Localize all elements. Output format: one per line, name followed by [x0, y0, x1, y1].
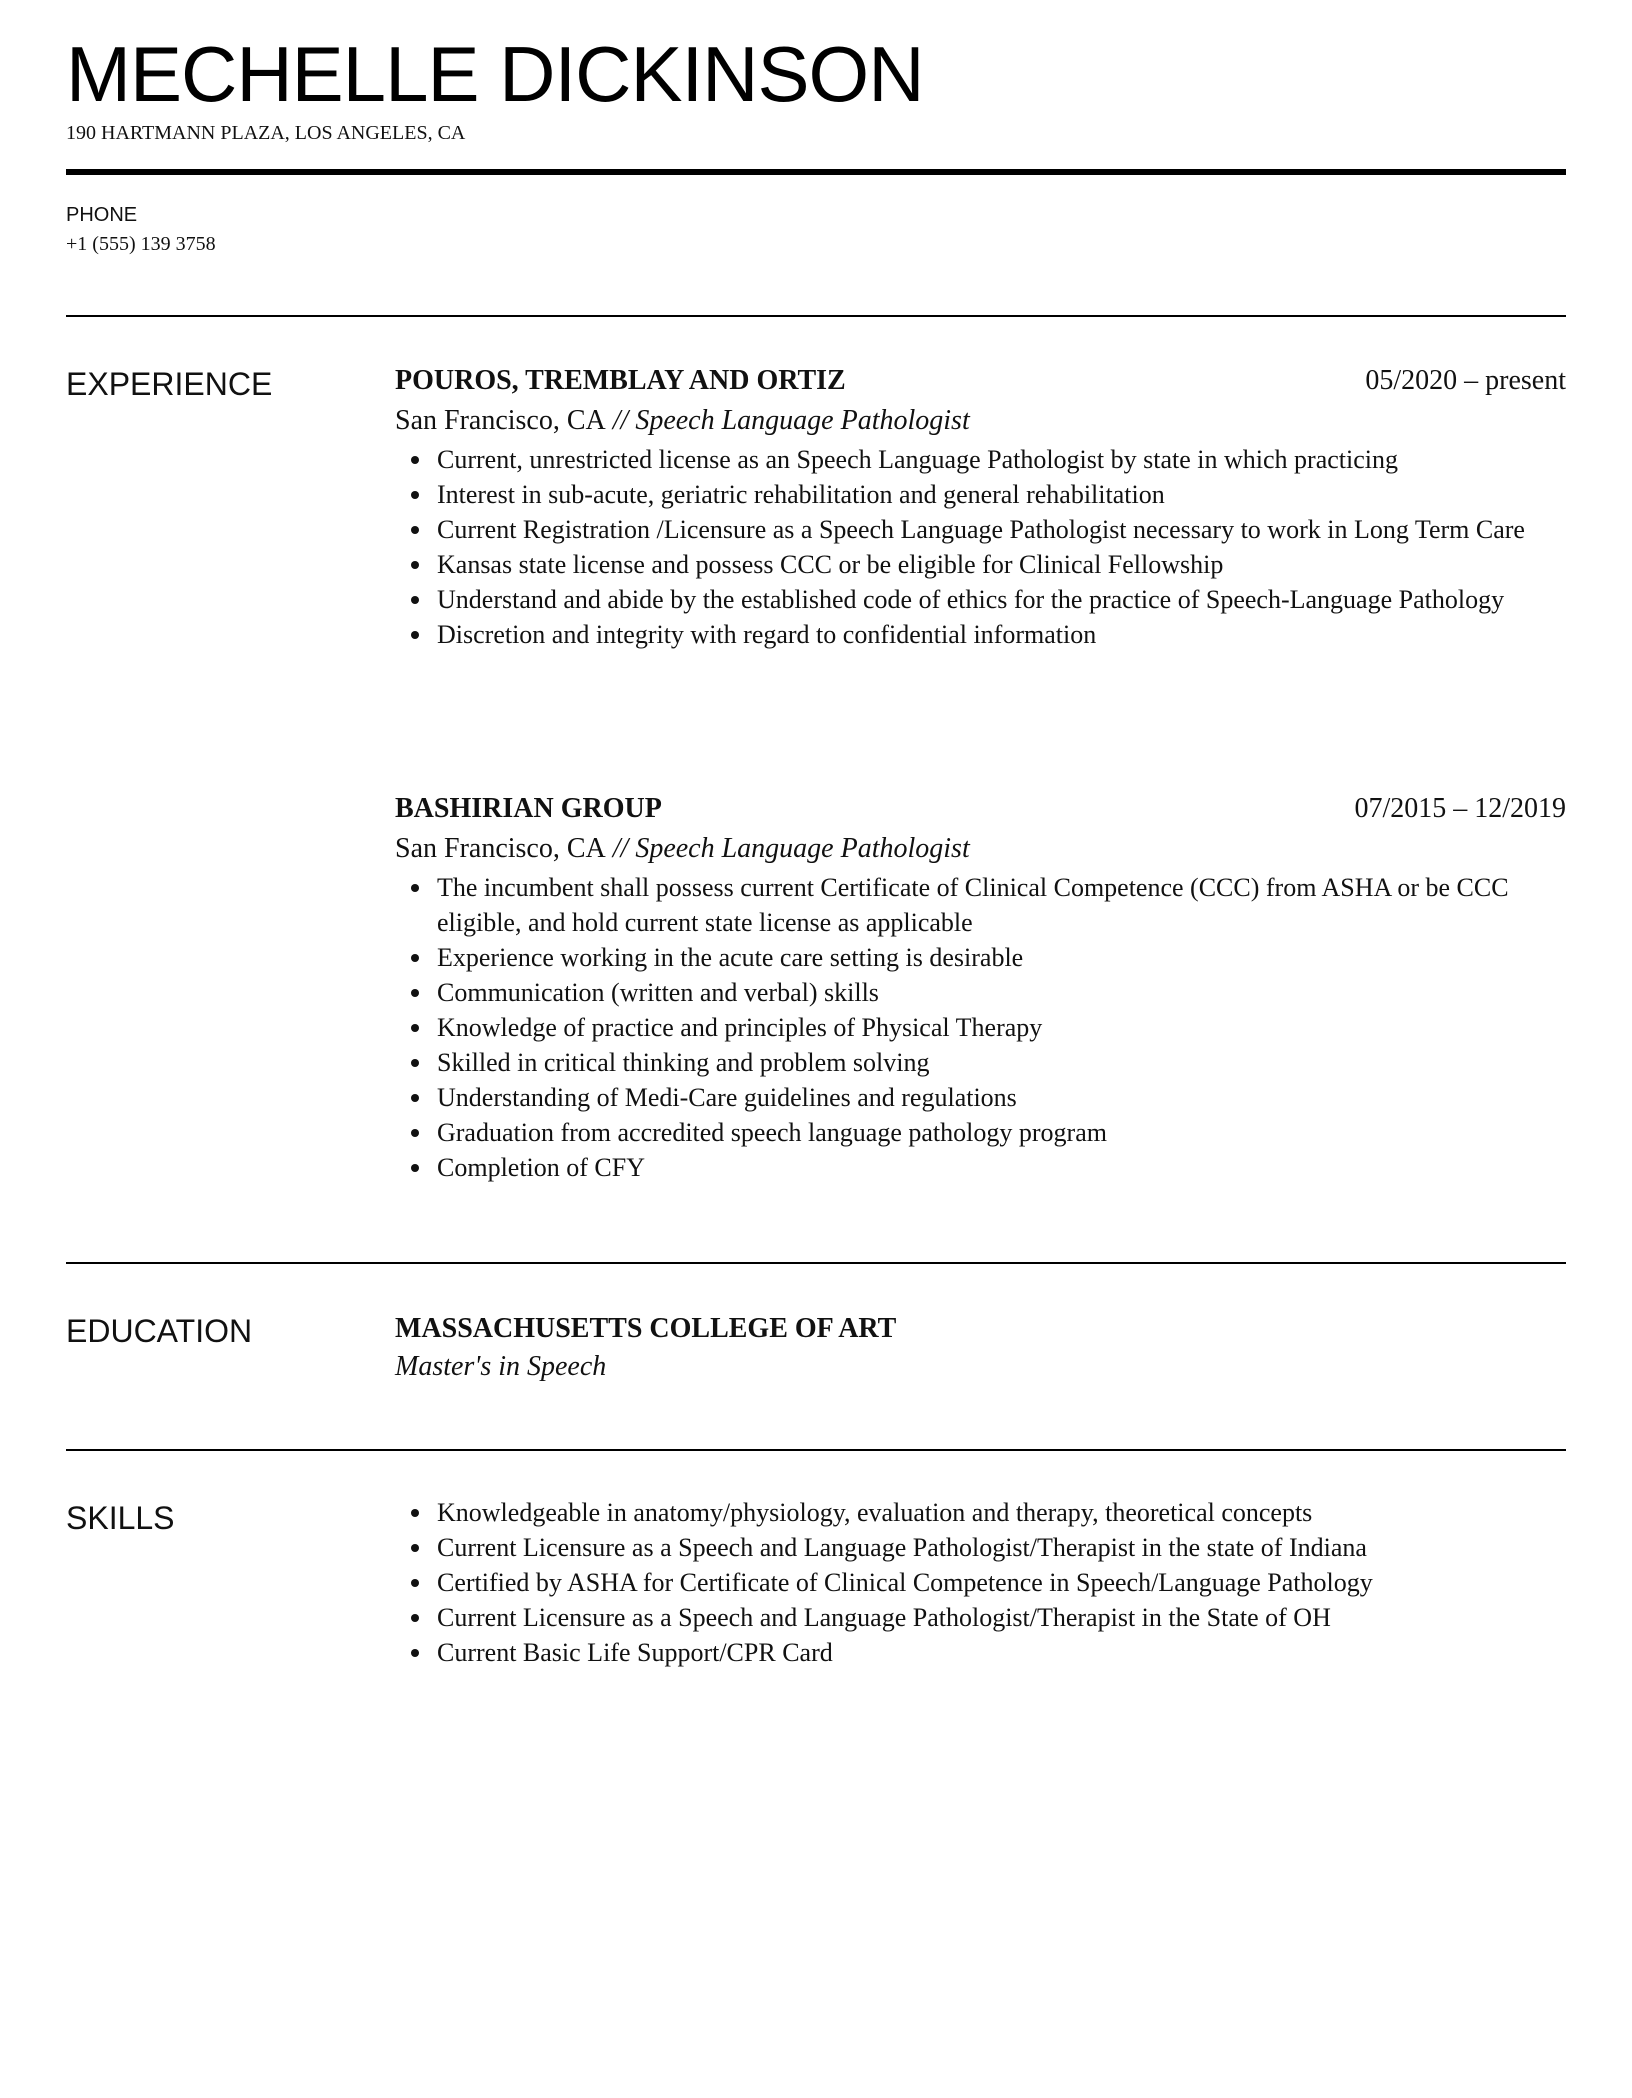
- employer-name: POUROS, TREMBLAY AND ORTIZ: [395, 365, 846, 396]
- phone-number: +1 (555) 139 3758: [66, 233, 216, 255]
- list-item: Interest in sub-acute, geriatric rehabilitation and general rehabilitation: [437, 477, 1566, 512]
- list-item: Graduation from accredited speech language pathology program: [437, 1115, 1566, 1150]
- job-entry: [395, 790, 1566, 1185]
- job-subline: [395, 830, 1566, 868]
- list-item: Current Registration /Licensure as a Speech Language Pathologist necessary to work in Long Term Care: [437, 512, 1566, 547]
- degree: Master's in Speech: [395, 1351, 607, 1382]
- education-heading: EDUCATION: [66, 1313, 253, 1349]
- list-item: Kansas state license and possess CCC or be eligible for Clinical Fellowship: [437, 547, 1566, 582]
- list-item: Completion of CFY: [437, 1150, 1566, 1185]
- job-location: San Francisco, CA: [395, 833, 606, 864]
- job-separator: //: [605, 405, 636, 436]
- list-item: Certified by ASHA for Certificate of Clinical Competence in Speech/Language Pathology: [437, 1565, 1566, 1600]
- job-role: Speech Language Pathologist: [635, 405, 970, 436]
- education-section: [395, 1310, 1566, 1386]
- contact-divider: [66, 315, 1566, 317]
- job-header: [395, 362, 1566, 402]
- candidate-address: 190 HARTMANN PLAZA, LOS ANGELES, CA: [66, 122, 466, 144]
- skills-heading: SKILLS: [66, 1500, 175, 1536]
- experience-divider: [66, 1262, 1566, 1264]
- job-bullets: [395, 442, 1566, 652]
- job-role: Speech Language Pathologist: [635, 833, 970, 864]
- job-dates: 07/2015 – 12/2019: [1354, 793, 1566, 824]
- skills-section: [395, 1495, 1566, 1670]
- job-bullets: [395, 870, 1566, 1185]
- list-item: Knowledge of practice and principles of Physical Therapy: [437, 1010, 1566, 1045]
- employer-name: BASHIRIAN GROUP: [395, 793, 662, 824]
- list-item: Communication (written and verbal) skills: [437, 975, 1566, 1010]
- candidate-name: MECHELLE DICKINSON: [66, 30, 924, 118]
- job-separator: //: [605, 833, 636, 864]
- list-item: Current, unrestricted license as an Speech Language Pathologist by state in which practicing: [437, 442, 1566, 477]
- job-entry: [395, 362, 1566, 652]
- job-header: [395, 790, 1566, 830]
- list-item: Skilled in critical thinking and problem solving: [437, 1045, 1566, 1080]
- phone-label: PHONE: [66, 204, 138, 226]
- header-divider: [66, 169, 1566, 175]
- list-item: The incumbent shall possess current Certificate of Clinical Competence (CCC) from ASHA or be CCC eligible, and hold current state license as applicable: [437, 870, 1566, 940]
- list-item: Understanding of Medi-Care guidelines and regulations: [437, 1080, 1566, 1115]
- list-item: Current Licensure as a Speech and Language Pathologist/Therapist in the State of OH: [437, 1600, 1566, 1635]
- job-location: San Francisco, CA: [395, 405, 606, 436]
- education-divider: [66, 1449, 1566, 1451]
- list-item: Discretion and integrity with regard to confidential information: [437, 617, 1566, 652]
- experience-heading: EXPERIENCE: [66, 366, 273, 402]
- list-item: Experience working in the acute care setting is desirable: [437, 940, 1566, 975]
- list-item: Knowledgeable in anatomy/physiology, evaluation and therapy, theoretical concepts: [437, 1495, 1566, 1530]
- list-item: Understand and abide by the established code of ethics for the practice of Speech-Language Pathology: [437, 582, 1566, 617]
- school-name: MASSACHUSETTS COLLEGE OF ART: [395, 1313, 897, 1344]
- job-subline: [395, 402, 1566, 440]
- job-dates: 05/2020 – present: [1365, 365, 1566, 396]
- list-item: Current Basic Life Support/CPR Card: [437, 1635, 1566, 1670]
- skills-list: [395, 1495, 1566, 1670]
- list-item: Current Licensure as a Speech and Language Pathologist/Therapist in the state of Indiana: [437, 1530, 1566, 1565]
